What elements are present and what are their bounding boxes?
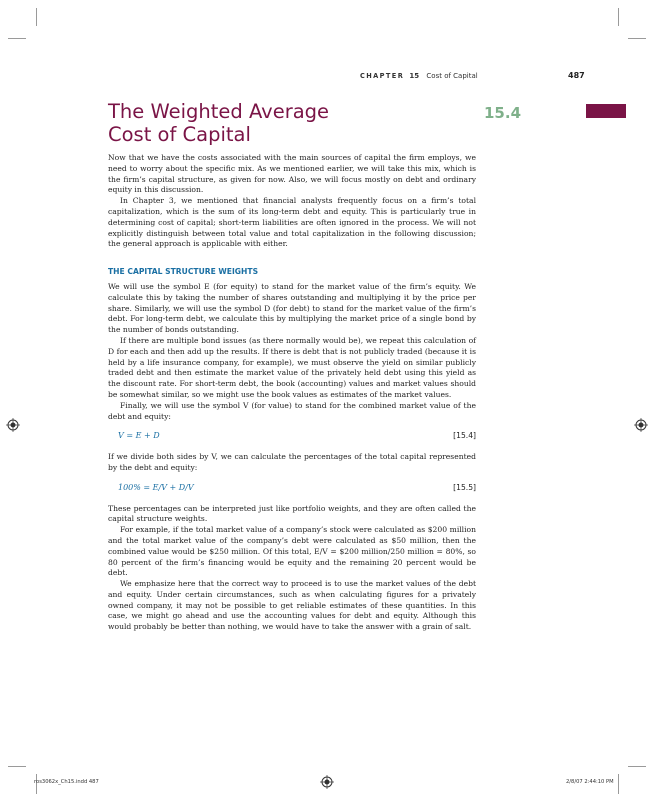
equation-formula: V = E + D [118,431,160,441]
paragraph: For example, if the total market value of a company’s stock were calculated as $200 million and the total market value of the company’s debt were calculated as $50 million, then the combined value would be $250 million. Of this total, E/V = $200 million/250 million = 80%, so 80 percent of the firm’s financing would be equity and the remaining 20 percent would be debt. [108,525,476,578]
section-title-line1: The Weighted Average [108,100,330,123]
paragraph: If there are multiple bond issues (as there normally would be), we repeat this calculation of D for each and then add up the results. If there is debt that is not publicly traded (because it is held by a life insurance company, for example), we must observe the yield on similar publicly traded debt and then estimate the market value of the privately held debt using this yield as the discount rate. For short-term debt, the book (accounting) values and market values should be somewhat similar, so we might use the book values as estimates of the market values. [108,335,476,399]
crop-mark [36,8,37,26]
equation [108,483,476,494]
paragraph: Finally, we will use the symbol V (for value) to stand for the combined market value of the debt and equity: [108,400,476,421]
paragraph: We will use the symbol E (for equity) to stand for the market value of the firm’s equity. We calculate this by taking the number of shares outstanding and multiplying it by the price per share. Similarly, we will use the symbol D (for debt) to stand for the market value of the firm’s debt. For long-term debt, we calculate this by multiplying the market price of a single bond by the number of bonds outstanding. [108,281,476,335]
footer-timestamp: 2/8/07 2:44:10 PM [566,779,614,785]
section-color-bar [586,104,626,118]
chapter-number: 15 [409,72,420,80]
footer-file-slug: ros3062x_Ch15.indd 487 [34,779,99,785]
registration-mark-icon [634,418,648,432]
section-title [108,100,408,146]
equation-number: [15.5] [453,482,476,492]
equation-number: [15.4] [453,431,476,441]
crop-mark [618,8,619,26]
crop-mark [628,766,646,767]
registration-mark-icon [6,418,20,432]
section-title-line2: Cost of Capital [108,123,251,146]
paragraph: These percentages can be interpreted just like portfolio weights, and they are often called the capital structure weights. [108,503,476,524]
paragraph: We emphasize here that the correct way to proceed is to use the market values of the debt and equity. Under certain circumstances, such as when calculating figures for a privately owned company, it may not be possible to get reliable estimates of these quantities. In this case, we might go ahead and use the accounting values for debt and equity. Although this would probably be better than nothing, we would have to take the answer with a grain of salt. [108,579,476,632]
paragraph: Now that we have the costs associated with the main sources of capital the firm employs, we need to worry about the specific mix. As we mentioned earlier, we will take this mix, which is the firm’s capital structure, as given for now. Also, we will focus mostly on debt and ordinary equity in this discussion. [108,153,476,195]
body-text [108,153,476,633]
running-head [360,72,478,80]
registration-mark-icon [320,775,334,789]
chapter-label: CHAPTER [360,72,405,80]
chapter-title: Cost of Capital [426,72,478,80]
paragraph: If we divide both sides by V, we can calculate the percentages of the total capital represented by the debt and equity: [108,452,476,472]
crop-mark [8,38,26,39]
section-number: 15.4 [484,104,522,122]
crop-mark [628,38,646,39]
section-heading: THE CAPITAL STRUCTURE WEIGHTS [108,267,259,277]
crop-mark [618,774,619,794]
equation-formula: 100% = E/V + D/V [118,482,194,492]
page-number: 487 [568,71,585,80]
crop-mark [8,766,26,767]
paragraph: In Chapter 3, we mentioned that financial analysts frequently focus on a firm’s total capitalization, which is the sum of its long-term debt and equity. This is particularly true in determining cost of capital; short-term liabilities are often ignored in the process. We will not explicitly distinguish between total value and total capitalization in the following discussion; the general approach is applicable with either. [108,196,476,249]
equation [108,431,476,442]
